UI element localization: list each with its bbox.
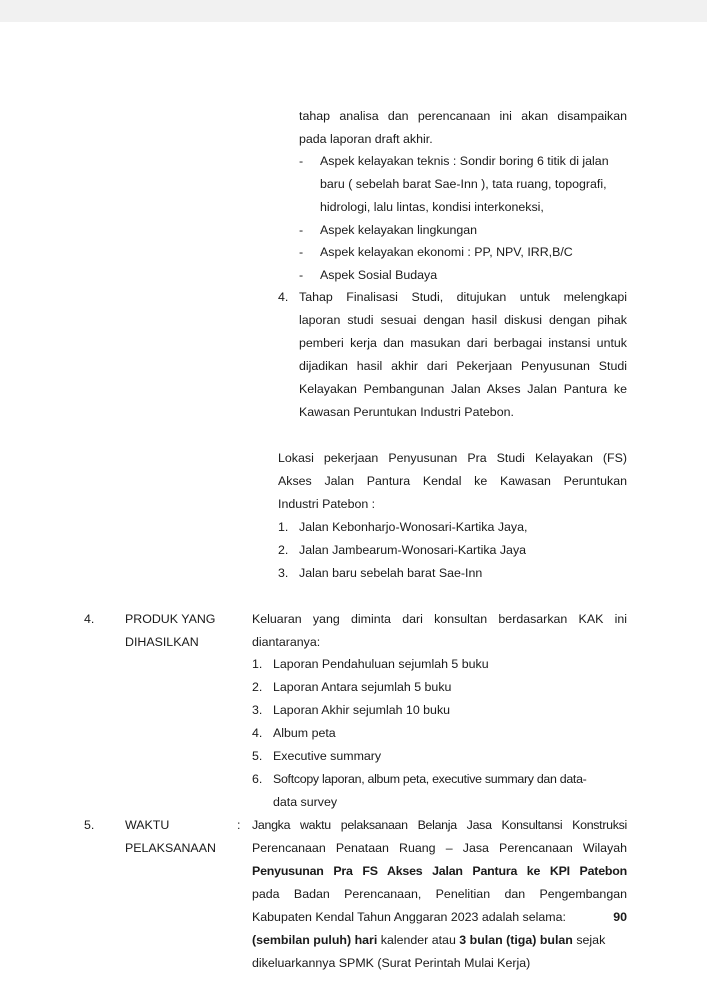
section5-line-4: pada Badan Perencanaan, Penelitian dan Pengembangan [252,887,627,901]
deliverable-item: Softcopy laporan, album peta, executive summary dan data- [273,772,587,786]
bullet-technical-cont-1: baru ( sebelah barat Sae-Inn ), tata ruang, topografi, [320,177,607,191]
road-number: 3. [278,566,289,580]
stage4-line-3: pemberi kerja dan masukan dari berbagai instansi untuk [299,336,627,350]
bullet-technical: Aspek kelayakan teknis : Sondir boring 6 titik di jalan [320,154,609,168]
section5-duration-days: 90 [613,910,627,924]
section5-label-line-2: PELAKSANAAN [125,841,216,855]
road-item: Jalan baru sebelah barat Sae-Inn [299,566,483,580]
road-item: Jalan Kebonharjo-Wonosari-Kartika Jaya, [299,520,528,534]
section5-duration-months: 3 bulan (tiga) bulan [459,933,573,947]
section5-colon: : [237,818,241,832]
continuation-line-1: tahap analisa dan perencanaan ini akan disampaikan [299,109,627,123]
location-line-1: Lokasi pekerjaan Penyusunan Pra Studi Kelayakan (FS) [278,451,627,465]
section5-line-5-text: Kabupaten Kendal Tahun Anggaran 2023 adalah selama: [252,910,566,924]
section5-line-6-mid: kalender atau [380,933,456,947]
road-number: 1. [278,520,289,534]
deliverable-item: Laporan Akhir sejumlah 10 buku [273,703,451,717]
deliverable-item: Executive summary [273,749,382,763]
stage4-number: 4. [278,290,289,304]
section5-line-7: dikeluarkannya SPMK (Surat Perintah Mulai Kerja) [252,956,531,970]
location-line-3: Industri Patebon : [278,497,376,511]
deliverable-item: Album peta [273,726,336,740]
bullet-dash: - [299,245,304,259]
section5-number: 5. [84,818,95,832]
stage4-line-4: dijadikan hasil akhir dari Pekerjaan Penyusunan Studi [299,359,627,373]
deliverable-number: 2. [252,680,263,694]
stage4-line-6: Kawasan Peruntukan Industri Patebon. [299,405,514,419]
bullet-dash: - [299,154,304,168]
section5-line-6-end: sejak [576,933,606,947]
deliverable-number: 3. [252,703,263,717]
bullet-dash: - [299,223,304,237]
section5-line-6 [252,932,627,948]
deliverable-item: Laporan Pendahuluan sejumlah 5 buku [273,657,489,671]
road-item: Jalan Jambearum-Wonosari-Kartika Jaya [299,543,527,557]
road-number: 2. [278,543,289,557]
bullet-environment: Aspek kelayakan lingkungan [320,223,478,237]
deliverable-number: 5. [252,749,263,763]
deliverable-number: 6. [252,772,263,786]
bullet-economic: Aspek kelayakan ekonomi : PP, NPV, IRR,B/C [320,245,573,259]
deliverable-number: 4. [252,726,263,740]
location-line-2: Akses Jalan Pantura Kendal ke Kawasan Peruntukan [278,474,627,488]
section5-line-3-bold: Penyusunan Pra FS Akses Jalan Pantura ke KPI Patebon [252,864,627,878]
section4-number: 4. [84,612,95,626]
deliverable-number: 1. [252,657,263,671]
top-edge-band [0,0,707,22]
deliverable-item-cont: data survey [273,795,338,809]
section5-line-2: Perencanaan Penataan Ruang – Jasa Perencanaan Wilayah [252,841,627,855]
section4-intro-line-2: diantaranya: [252,635,321,649]
stage4-line-1: Tahap Finalisasi Studi, ditujukan untuk melengkapi [299,290,627,304]
continuation-line-2: pada laporan draft akhir. [299,132,433,146]
section4-label-line-1: PRODUK YANG [125,612,216,626]
section4-intro-line-1: Keluaran yang diminta dari konsultan berdasarkan KAK ini [252,612,627,626]
stage4-line-5: Kelayakan Pembangunan Jalan Akses Jalan Pantura ke [299,382,627,396]
section5-duration-days-words: (sembilan puluh) hari [252,933,378,947]
section5-line-1: Jangka waktu pelaksanaan Belanja Jasa Konsultansi Konstruksi [252,818,627,832]
deliverable-item: Laporan Antara sejumlah 5 buku [273,680,452,694]
bullet-technical-cont-2: hidrologi, lalu lintas, kondisi interkoneksi, [320,200,544,214]
bullet-dash: - [299,268,304,282]
section5-line-5 [252,909,627,925]
section5-label-line-1: WAKTU [125,818,170,832]
section4-label-line-2: DIHASILKAN [125,635,199,649]
stage4-line-2: laporan studi sesuai dengan hasil diskusi dengan pihak [299,313,627,327]
bullet-social: Aspek Sosial Budaya [320,268,438,282]
